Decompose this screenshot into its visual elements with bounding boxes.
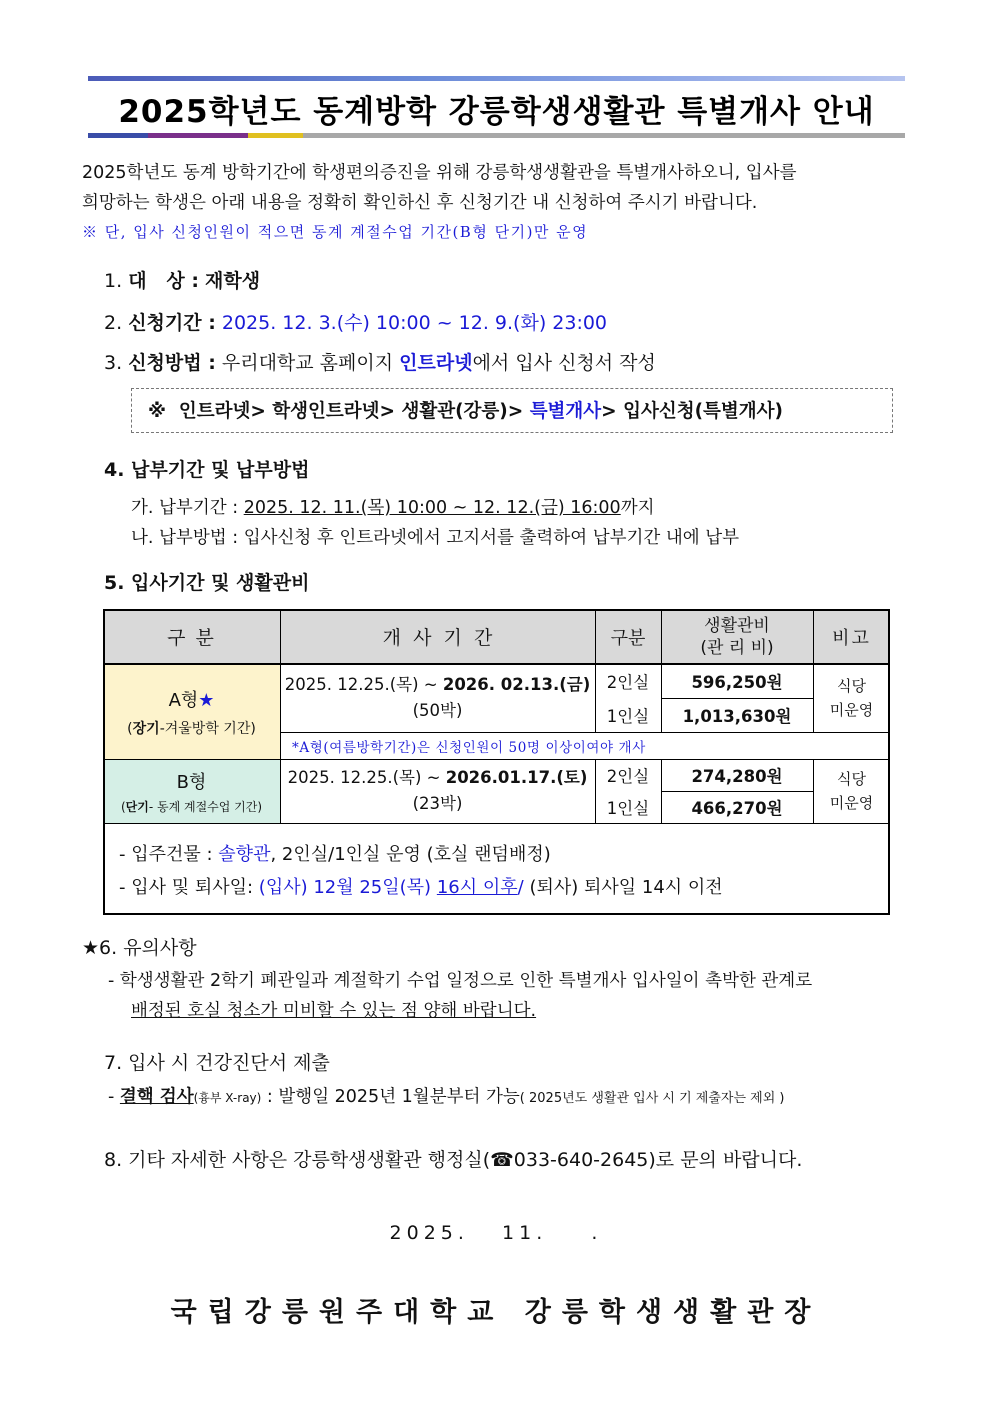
type-b-fee-1: 466,270원 (691, 799, 783, 818)
type-b-remark-line1: 식당 (837, 770, 866, 788)
section-contact (104, 1147, 802, 1173)
section-health-heading: 7. 입사 시 건강진단서 제출 (104, 1052, 330, 1074)
type-a-sub-rest: -겨울방학 기간 (159, 720, 251, 737)
health-dash: - (108, 1087, 115, 1107)
type-a-remark (813, 664, 890, 732)
contact-post: 033-640-2645)로 문의 바랍니다. (513, 1149, 803, 1171)
section-notice-heading: ★6. 유의사항 (82, 937, 197, 959)
type-b-remark (813, 759, 890, 823)
section-apply-method (104, 350, 656, 376)
table-footer-building (119, 840, 551, 866)
type-b-room-2: 2인실 (606, 767, 650, 786)
section-target (104, 268, 260, 294)
payment-period-value: 2025. 12. 11.(목) 10:00 ~ 12. 12.(금) 16:00 (243, 498, 621, 518)
path-highlight: 특별개사 (529, 401, 602, 422)
issue-date: 2025. 11. . (389, 1222, 603, 1244)
type-a-label: A형★ (장기-겨울방학 기간) (127, 689, 256, 737)
checkin-label: - 입사 및 퇴사일: (119, 877, 254, 898)
title-color-strip (88, 133, 905, 138)
section-label: 신청기간 : (128, 312, 216, 334)
type-a-remark-line1: 식당 (837, 677, 866, 695)
type-a-name: A형 (168, 689, 199, 711)
fee-table (103, 609, 890, 915)
section-apply-period (104, 310, 607, 336)
payment-method-value: 입사신청 후 인트라넷에서 고지서를 출력하여 납부기간 내에 납부 (243, 528, 740, 548)
intranet-highlight: 인트라넷 (399, 352, 473, 374)
section-number: 3. (104, 352, 123, 374)
payment-period-label: 가. 납부기간 : (131, 498, 239, 518)
checkin-date: (입사) 12월 25일(목) (258, 877, 432, 898)
health-item-sub: (흉부 X-ray) (193, 1091, 262, 1105)
intro-note: ※ 단, 입사 신청인원이 적으면 동계 계절수업 기간(B형 단기)만 운영 (82, 223, 589, 241)
type-b-label: B형 (단기- 동계 계절수업 기간) (103, 759, 280, 823)
type-b-room-1: 1인실 (606, 799, 650, 818)
type-a-fee-2: 596,250원 (691, 673, 783, 692)
building-label: - 입주건물 : (119, 844, 213, 865)
health-item: 결핵 검사 (119, 1087, 194, 1107)
type-a-nights: (50박) (412, 701, 463, 720)
health-detail-note: ( 2025년도 생활관 입사 시 기 제출자는 제외 ) (519, 1091, 785, 1106)
type-b-sub-rest: - 동계 계절수업 기간 (148, 799, 258, 814)
payment-method-line (131, 524, 739, 549)
table-footer-checkin (119, 873, 723, 899)
type-a-period-start: 2025. 12.25.(목) ~ (284, 675, 438, 694)
type-b-name: B형 (176, 771, 207, 793)
health-detail: : 발행일 2025년 1월분부터 가능 (266, 1087, 520, 1107)
header-remark: 비고 (832, 627, 871, 649)
header-room: 구분 (610, 627, 646, 649)
section-payment-heading: 4. 납부기간 및 납부방법 (104, 459, 310, 481)
section-number: 1. (104, 270, 123, 292)
building-post: , 2인실/1인실 운영 (호실 랜덤배정) (270, 844, 551, 865)
checkin-slash: / (517, 877, 524, 898)
building-highlight: 솔향관 (218, 844, 271, 865)
health-line (108, 1083, 784, 1108)
type-b-period-start: 2025. 12.25.(목) ~ (287, 768, 441, 787)
path-post: > 입사신청(특별개사) (601, 401, 783, 422)
header-fee (661, 609, 813, 664)
type-a-note: *A형(여름방학기간)은 신청인원이 50명 이상이여야 개사 (292, 739, 646, 756)
type-a-room-1: 1인실 (606, 707, 650, 726)
intro-line-2: 희망하는 학생은 아래 내용을 정확히 확인하신 후 신청기간 내 신청하여 주시기 바랍니다. (82, 193, 758, 213)
type-b-period (280, 759, 595, 823)
section-label: 신청방법 : (128, 352, 216, 374)
type-b-fee-2: 274,280원 (691, 767, 783, 786)
payment-period-suffix: 까지 (620, 498, 655, 518)
header-category: 구 분 (167, 627, 216, 649)
path-pre: ※ 인트라넷> 학생인트라넷> 생활관(강릉)> (148, 401, 524, 422)
title-banner (88, 76, 905, 138)
type-b-remark-line2: 미운영 (829, 794, 874, 812)
type-a-remark-line2: 미운영 (829, 701, 874, 719)
header-fee-line1: 생활관비 (704, 615, 770, 636)
title-top-rule (88, 76, 905, 81)
intro-line-1: 2025학년도 동계 방학기간에 학생편의증진을 위해 강릉학생생활관을 특별개사하오니, 입사를 (82, 163, 797, 183)
apply-method-pre: 우리대학교 홈페이지 (221, 352, 394, 374)
section-fee-heading: 5. 입사기간 및 생활관비 (104, 572, 310, 594)
header-period: 개 사 기 간 (382, 627, 493, 649)
checkout-text: (퇴사) 퇴사일 14시 이전 (529, 877, 723, 898)
type-a-period (280, 664, 595, 732)
type-a-room-2: 2인실 (606, 673, 650, 692)
type-a-fee-1: 1,013,630원 (682, 707, 792, 726)
navigation-path-box (131, 388, 893, 433)
notice-line-2: 배정된 호실 청소가 미비할 수 있는 점 양해 바랍니다. (131, 1001, 537, 1021)
header-fee-line2: (관 리 비) (700, 637, 774, 658)
section-number: 2. (104, 312, 123, 334)
notice-line-1: - 학생생활관 2학기 폐관일과 계절학기 수업 일정으로 인한 특별개사 입사일이 촉박한 관계로 (108, 971, 813, 991)
type-a-sub-bold: 장기 (132, 720, 160, 737)
page-title: 2025학년도 동계방학 강릉학생생활관 특별개사 안내 (118, 94, 875, 130)
contact-pre: 8. 기타 자세한 사항은 강릉학생생활관 행정실( (104, 1149, 491, 1171)
apply-method-post: 에서 입사 신청서 작성 (472, 352, 656, 374)
payment-period-line (131, 494, 655, 519)
type-b-period-end: 2026.01.17.(토) (445, 768, 588, 787)
type-b-sub-bold: 단기 (125, 799, 149, 814)
apply-period-value: 2025. 12. 3.(수) 10:00 ~ 12. 9.(화) 23:00 (221, 312, 608, 334)
target-value: 재학생 (205, 270, 261, 292)
star-icon: ★ (198, 689, 215, 711)
type-a-period-end: 2026. 02.13.(금) (442, 675, 591, 694)
signature: 국립강릉원주대학교 강릉학생생활관장 (170, 1297, 822, 1328)
payment-method-label: 나. 납부방법 : (131, 528, 239, 548)
phone-icon: ☎ (490, 1149, 514, 1171)
checkin-time: 16시 이후 (436, 877, 518, 898)
type-b-nights: (23박) (412, 794, 463, 813)
section-label: 대 상 : (128, 270, 199, 292)
